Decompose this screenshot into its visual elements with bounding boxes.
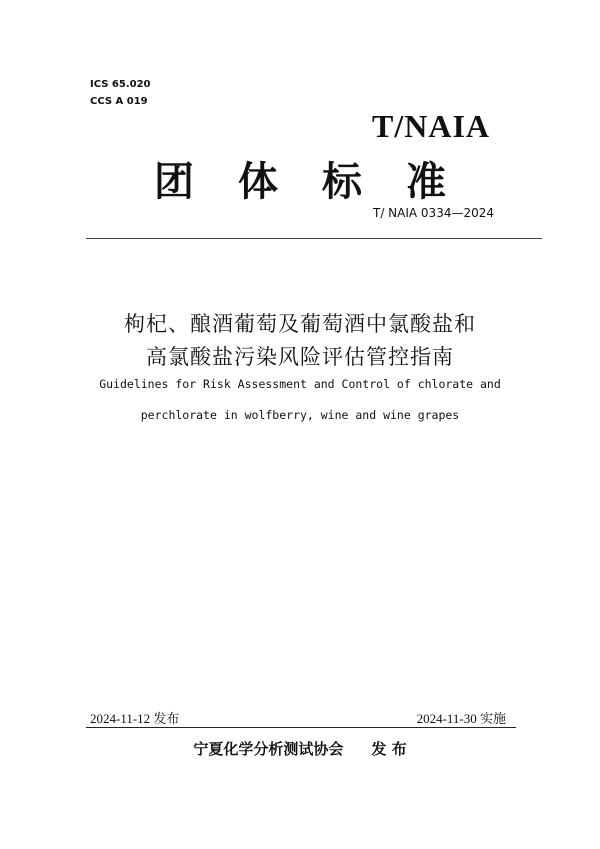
header-divider xyxy=(86,238,542,239)
classification-codes xyxy=(90,76,151,110)
document-number: T/ NAIA 0334—2024 xyxy=(372,206,494,220)
title-en-line2: perchlorate in wolfberry, wine and wine grapes xyxy=(140,408,460,422)
ics-code: ICS 65.020 xyxy=(90,79,151,90)
document-type: 团体标准 xyxy=(154,159,490,205)
issuer-name: 宁夏化学分析测试协会 xyxy=(193,740,344,758)
ccs-code: CCS A 019 xyxy=(90,96,148,107)
footer-divider xyxy=(86,727,516,728)
publish-date: 2024-11-12 发布 xyxy=(90,711,180,726)
standard-brand: T/NAIA xyxy=(371,108,490,144)
title-zh-line1: 枸杞、酿酒葡萄及葡萄酒中氯酸盐和 xyxy=(124,312,476,336)
title-en-line1: Guidelines for Risk Assessment and Control of chlorate and xyxy=(99,377,501,391)
issuer-action: 发 布 xyxy=(371,740,407,758)
issuer xyxy=(0,738,600,759)
title-zh-line2: 高氯酸盐污染风险评估管控指南 xyxy=(146,345,454,369)
implement-date: 2024-11-30 实施 xyxy=(416,711,506,726)
